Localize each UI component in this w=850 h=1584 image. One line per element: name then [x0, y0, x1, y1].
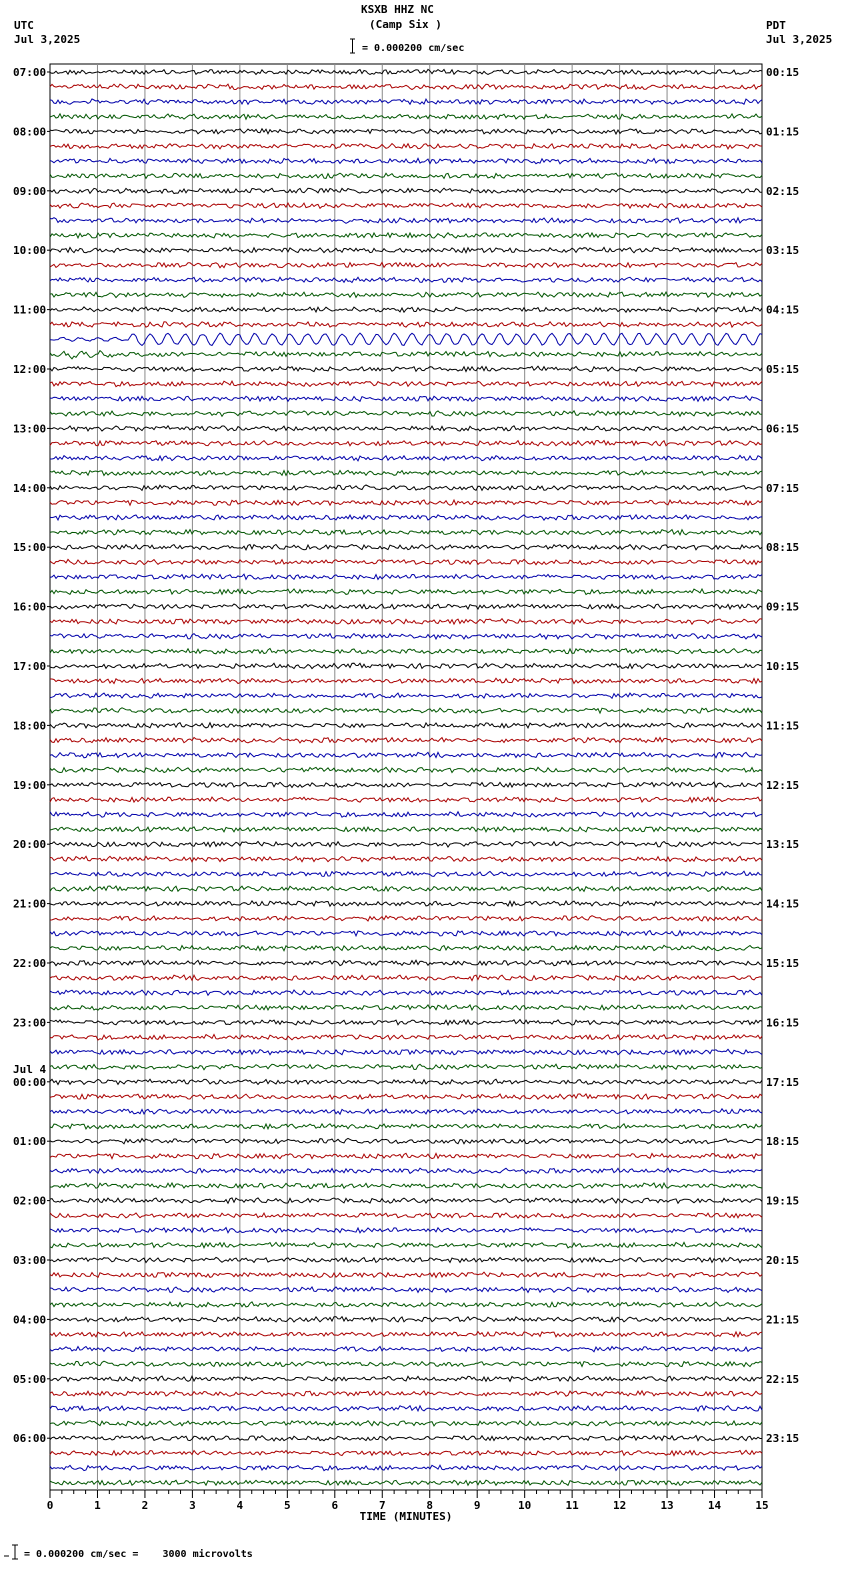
seismic-trace	[50, 1183, 762, 1188]
seismic-trace	[50, 366, 762, 372]
x-tick-label: 14	[707, 1499, 722, 1512]
utc-hour-label: 19:00	[13, 778, 47, 792]
utc-hour-label: 03:00	[13, 1254, 47, 1267]
seismic-trace	[50, 218, 762, 224]
x-tick-label: 2	[141, 1499, 149, 1512]
footer-scale-bar-icon	[4, 1544, 20, 1560]
x-tick-label: 0	[46, 1499, 54, 1512]
seismic-trace	[50, 678, 762, 683]
seismic-trace	[50, 574, 762, 579]
x-tick-label: 15	[755, 1499, 769, 1512]
pdt-hour-label: 14:15	[766, 897, 800, 911]
utc-hour-label: 20:00	[13, 838, 47, 852]
seismic-trace	[50, 1242, 762, 1248]
utc-hour-label: 23:00	[13, 1016, 47, 1030]
seismic-trace	[50, 945, 762, 950]
seismic-trace	[50, 545, 762, 550]
seismic-trace	[50, 247, 762, 252]
seismic-trace	[50, 1035, 762, 1041]
seismic-trace	[50, 426, 762, 431]
station-location: (Camp Six )	[369, 18, 442, 31]
seismic-trace	[50, 767, 762, 772]
seismic-trace	[50, 1213, 762, 1218]
utc-hour-label: 15:00	[13, 541, 47, 555]
seismic-trace	[50, 173, 762, 178]
seismic-trace	[50, 1465, 762, 1470]
x-tick-label: 8	[426, 1499, 434, 1512]
pdt-hour-label: 19:15	[766, 1194, 800, 1208]
seismic-trace	[50, 1064, 762, 1070]
seismic-trace	[50, 589, 762, 595]
seismic-trace	[50, 322, 762, 328]
seismic-trace	[50, 1049, 762, 1054]
seismic-trace	[50, 782, 762, 787]
pdt-hour-label: 05:15	[766, 363, 800, 376]
seismic-trace	[50, 1079, 762, 1084]
pdt-hour-label: 21:15	[766, 1313, 800, 1327]
footer-scale-text: = 0.000200 cm/sec = 3000 microvolts	[24, 1549, 253, 1560]
seismic-trace	[50, 500, 762, 505]
pdt-hour-label: 23:15	[766, 1432, 800, 1446]
seismic-trace	[50, 886, 762, 891]
pdt-hour-label: 13:15	[766, 838, 800, 852]
seismic-trace	[50, 871, 762, 876]
utc-hour-label: 22:00	[13, 957, 47, 970]
x-tick-label: 12	[612, 1499, 627, 1512]
seismic-trace	[50, 411, 762, 417]
seismic-trace	[50, 1094, 762, 1099]
seismic-trace	[50, 381, 762, 387]
seismic-trace	[50, 812, 762, 818]
seismic-trace	[50, 1168, 762, 1173]
seismic-trace	[50, 1257, 762, 1262]
utc-hour-label: 21:00	[13, 897, 47, 911]
seismic-trace	[50, 530, 762, 535]
seismic-trace	[50, 975, 762, 981]
seismic-trace	[50, 634, 762, 639]
seismic-trace	[50, 931, 762, 936]
pdt-hour-label: 22:15	[766, 1372, 800, 1386]
seismic-trace	[50, 1109, 762, 1114]
seismic-trace	[50, 723, 762, 728]
utc-hour-label: 10:00	[13, 244, 47, 258]
utc-hour-label: 16:00	[13, 600, 47, 614]
utc-hour-label: 18:00	[13, 719, 47, 733]
seismic-trace	[50, 1391, 762, 1396]
seismic-trace	[50, 1020, 762, 1026]
right-timezone: PDT	[766, 19, 786, 32]
pdt-hour-label: 12:15	[766, 778, 800, 792]
seismic-trace	[50, 841, 762, 847]
pdt-hour-label: 11:15	[766, 719, 800, 733]
seismic-trace	[50, 1361, 762, 1366]
right-date: Jul 3,2025	[766, 33, 833, 46]
utc-hour-label: 13:00	[13, 422, 47, 436]
seismic-trace	[50, 1272, 762, 1278]
seismic-trace	[50, 396, 762, 401]
pdt-hour-label: 03:15	[766, 244, 800, 258]
utc-hour-label: 08:00	[13, 125, 47, 139]
scale-text: = 0.000200 cm/sec	[362, 43, 465, 54]
seismic-trace	[50, 333, 762, 345]
pdt-hour-label: 15:15	[766, 957, 800, 970]
seismic-trace	[50, 604, 762, 609]
pdt-hour-label: 00:15	[766, 66, 800, 79]
utc-hour-label: 07:00	[13, 66, 47, 79]
seismic-trace	[50, 1153, 762, 1158]
pdt-hour-label: 16:15	[766, 1016, 800, 1030]
seismic-trace	[50, 1005, 762, 1010]
seismic-trace	[50, 485, 762, 490]
seismic-trace	[50, 470, 762, 475]
seismic-trace	[50, 114, 762, 119]
seismic-trace	[50, 693, 762, 698]
pdt-hour-label: 18:15	[766, 1135, 800, 1149]
left-date: Jul 3,2025	[14, 33, 81, 46]
utc-hour-label: 02:00	[13, 1194, 47, 1208]
seismic-trace	[50, 307, 762, 312]
x-tick-label: 3	[189, 1499, 196, 1512]
seismic-trace	[50, 1124, 762, 1129]
seismic-trace	[50, 619, 762, 625]
seismic-trace	[50, 292, 762, 298]
utc-hour-label: 14:00	[13, 481, 47, 495]
pdt-hour-label: 07:15	[766, 481, 800, 495]
pdt-hour-label: 01:15	[766, 125, 800, 139]
seismic-trace	[50, 158, 762, 164]
seismic-trace	[50, 263, 762, 268]
seismic-trace	[50, 515, 762, 520]
x-tick-label: 4	[236, 1499, 244, 1512]
seismic-trace	[50, 1332, 762, 1337]
x-tick-label: 6	[331, 1499, 339, 1512]
seismic-trace	[50, 1138, 762, 1143]
seismic-trace	[50, 188, 762, 193]
seismic-trace	[50, 1450, 762, 1455]
seismic-trace	[50, 203, 762, 208]
seismic-trace	[50, 1287, 762, 1292]
seismic-trace	[50, 351, 762, 359]
seismic-trace	[50, 1347, 762, 1352]
utc-hour-label: 05:00	[13, 1372, 47, 1386]
seismic-trace	[50, 738, 762, 743]
x-tick-label: 5	[284, 1499, 291, 1512]
x-tick-label: 11	[565, 1499, 579, 1512]
seismic-trace	[50, 69, 762, 74]
utc-hour-label: 06:00	[13, 1432, 47, 1446]
seismic-trace	[50, 901, 762, 906]
x-tick-label: 1	[94, 1499, 101, 1512]
seismic-trace	[50, 129, 762, 134]
utc-hour-label: 01:00	[13, 1135, 47, 1149]
x-tick-label: 9	[473, 1499, 481, 1512]
pdt-hour-label: 02:15	[766, 184, 800, 198]
seismic-trace	[50, 990, 762, 995]
date-change-label: Jul 4	[13, 1062, 47, 1076]
seismic-trace	[50, 559, 762, 564]
seismic-trace	[50, 144, 762, 149]
seismic-trace	[50, 441, 762, 446]
seismic-trace	[50, 1317, 762, 1322]
seismic-trace	[50, 1406, 762, 1412]
utc-hour-label: 04:00	[13, 1313, 47, 1327]
pdt-hour-label: 20:15	[766, 1254, 800, 1267]
seismic-trace	[50, 1436, 762, 1441]
seismic-trace	[50, 752, 762, 758]
seismic-trace	[50, 708, 762, 713]
utc-hour-label: 12:00	[13, 363, 47, 376]
seismic-trace	[50, 233, 762, 238]
seismic-trace	[50, 1228, 762, 1233]
seismic-trace	[50, 84, 762, 89]
seismic-trace	[50, 827, 762, 832]
pdt-hour-label: 06:15	[766, 422, 800, 436]
seismic-trace	[50, 797, 762, 802]
station-title: KSXB HHZ NC	[361, 3, 434, 16]
pdt-hour-label: 17:15	[766, 1075, 800, 1089]
seismic-trace	[50, 1376, 762, 1381]
x-tick-label: 7	[378, 1499, 386, 1512]
utc-hour-label: 00:00	[13, 1075, 47, 1089]
seismic-trace	[50, 916, 762, 921]
seismic-trace	[50, 455, 762, 460]
pdt-hour-label: 08:15	[766, 541, 800, 555]
utc-hour-label: 09:00	[13, 184, 47, 198]
pdt-hour-label: 10:15	[766, 660, 800, 673]
seismic-trace	[50, 960, 762, 966]
seismic-trace	[50, 277, 762, 282]
utc-hour-label: 11:00	[13, 303, 47, 317]
seismic-trace	[50, 99, 762, 104]
left-timezone: UTC	[14, 19, 34, 32]
pdt-hour-label: 09:15	[766, 600, 800, 614]
x-axis-label: TIME (MINUTES)	[359, 1510, 453, 1523]
utc-hour-label: 17:00	[13, 660, 47, 673]
seismic-trace	[50, 1480, 762, 1485]
seismic-trace	[50, 1198, 762, 1203]
pdt-hour-label: 04:15	[766, 303, 800, 317]
x-tick-label: 13	[660, 1499, 674, 1512]
seismic-trace	[50, 1421, 762, 1426]
seismic-trace	[50, 649, 762, 654]
seismic-trace	[50, 1302, 762, 1307]
x-tick-label: 10	[518, 1499, 532, 1512]
seismic-trace	[50, 663, 762, 668]
seismic-trace	[50, 856, 762, 861]
